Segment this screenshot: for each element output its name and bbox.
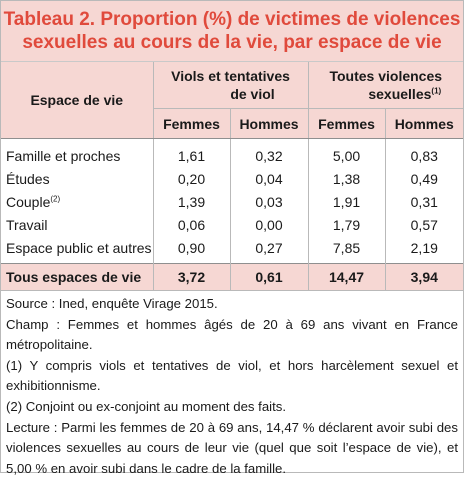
cell-toutes-hommes: 0,57 — [410, 216, 438, 233]
header-viols-line2: de viol — [230, 86, 275, 102]
row-label — [1, 213, 153, 236]
data-table — [1, 62, 463, 291]
cell-toutes-femmes: 1,38 — [308, 167, 385, 190]
cell-viols-femmes: 1,61 — [153, 139, 230, 168]
header-viols-hommes: Hommes — [230, 109, 308, 139]
header-viols-group — [153, 62, 308, 109]
cell-viols-hommes: 0,32 — [230, 139, 308, 168]
header-toutes-line2-wrap — [309, 85, 464, 103]
header-viols-femmes: Femmes — [153, 109, 230, 139]
table-title — [1, 1, 463, 62]
table-row — [1, 139, 463, 168]
table-row — [1, 236, 463, 264]
header-viols-line1: Viols et tentatives — [171, 68, 290, 84]
header-toutes-line1: Toutes violences — [329, 68, 443, 84]
cell-viols-femmes: 0,20 — [153, 167, 230, 190]
row-label — [1, 167, 153, 190]
total-toutes-hommes: 3,94 — [385, 264, 463, 291]
cell-viols-hommes: 0,27 — [230, 236, 308, 264]
row-label-sup: (2) — [50, 193, 61, 203]
cell-toutes-femmes: 7,85 — [308, 236, 385, 264]
title-line-2: sexuelles au cours de la vie, par espace de vie — [22, 32, 442, 53]
header-espace-label: Espace de vie — [30, 92, 124, 108]
cell-viols-femmes: 0,90 — [153, 236, 230, 264]
cell-viols-hommes: 0,04 — [230, 167, 308, 190]
row-label — [1, 190, 153, 213]
cell-toutes-hommes: 0,49 — [410, 170, 438, 187]
header-toutes-group — [308, 62, 463, 109]
row-label — [1, 139, 153, 168]
cell-toutes-hommes: 0,83 — [410, 147, 438, 164]
note-source: Source : Ined, enquête Virage 2015. — [6, 296, 218, 311]
cell-viols-hommes: 0,03 — [230, 190, 308, 213]
table-row — [1, 167, 463, 190]
header-toutes-hommes: Hommes — [385, 109, 463, 139]
title-line-1: Tableau 2. Proportion (%) de victimes de violences — [3, 9, 461, 30]
header-espace — [1, 62, 153, 139]
cell-viols-hommes: 0,00 — [230, 213, 308, 236]
row-label — [1, 236, 153, 264]
total-viols-femmes: 3,72 — [153, 264, 230, 291]
header-toutes-femmes: Femmes — [308, 109, 385, 139]
cell-toutes-femmes: 1,79 — [308, 213, 385, 236]
notes — [1, 291, 463, 479]
total-toutes-femmes: 14,47 — [308, 264, 385, 291]
row-label-text: Travail — [6, 216, 48, 233]
table-row — [1, 213, 463, 236]
total-viols-hommes: 0,61 — [230, 264, 308, 291]
row-label-text: Études — [6, 170, 50, 187]
row-label-text: Espace public et autres — [6, 239, 152, 256]
note-lecture: Lecture : Parmi les femmes de 20 à 69 ans, 14,47 % déclarent avoir subi des violences sexuelles au cours de leur vie (quel que soit l’espace de vie), et 5,00 % en avoir subi dans le cadre de la famille. — [6, 419, 458, 476]
cell-toutes-femmes: 1,91 — [308, 190, 385, 213]
header-row-groups — [1, 62, 463, 109]
row-label-text: Couple — [6, 193, 51, 210]
total-row — [1, 264, 463, 291]
header-toutes-sup: (1) — [431, 86, 442, 96]
header-toutes-line2: sexuelles — [368, 86, 432, 102]
table-row — [1, 190, 463, 213]
row-label-text: Famille et proches — [6, 147, 121, 164]
cell-viols-femmes: 0,06 — [153, 213, 230, 236]
cell-toutes-femmes: 5,00 — [308, 139, 385, 168]
cell-toutes-hommes: 0,31 — [410, 193, 438, 210]
cell-toutes-hommes: 2,19 — [410, 239, 438, 256]
note-1: (1) Y compris viols et tentatives de viol, et hors harcèlement sexuel et exhibitionnisme. — [6, 357, 458, 394]
cell-viols-femmes: 1,39 — [153, 190, 230, 213]
note-2: (2) Conjoint ou ex-conjoint au moment des faits. — [6, 398, 287, 414]
total-label: Tous espaces de vie — [1, 264, 153, 291]
note-champ: Champ : Femmes et hommes âgés de 20 à 69 ans vivant en France métropolitaine. — [6, 316, 458, 353]
